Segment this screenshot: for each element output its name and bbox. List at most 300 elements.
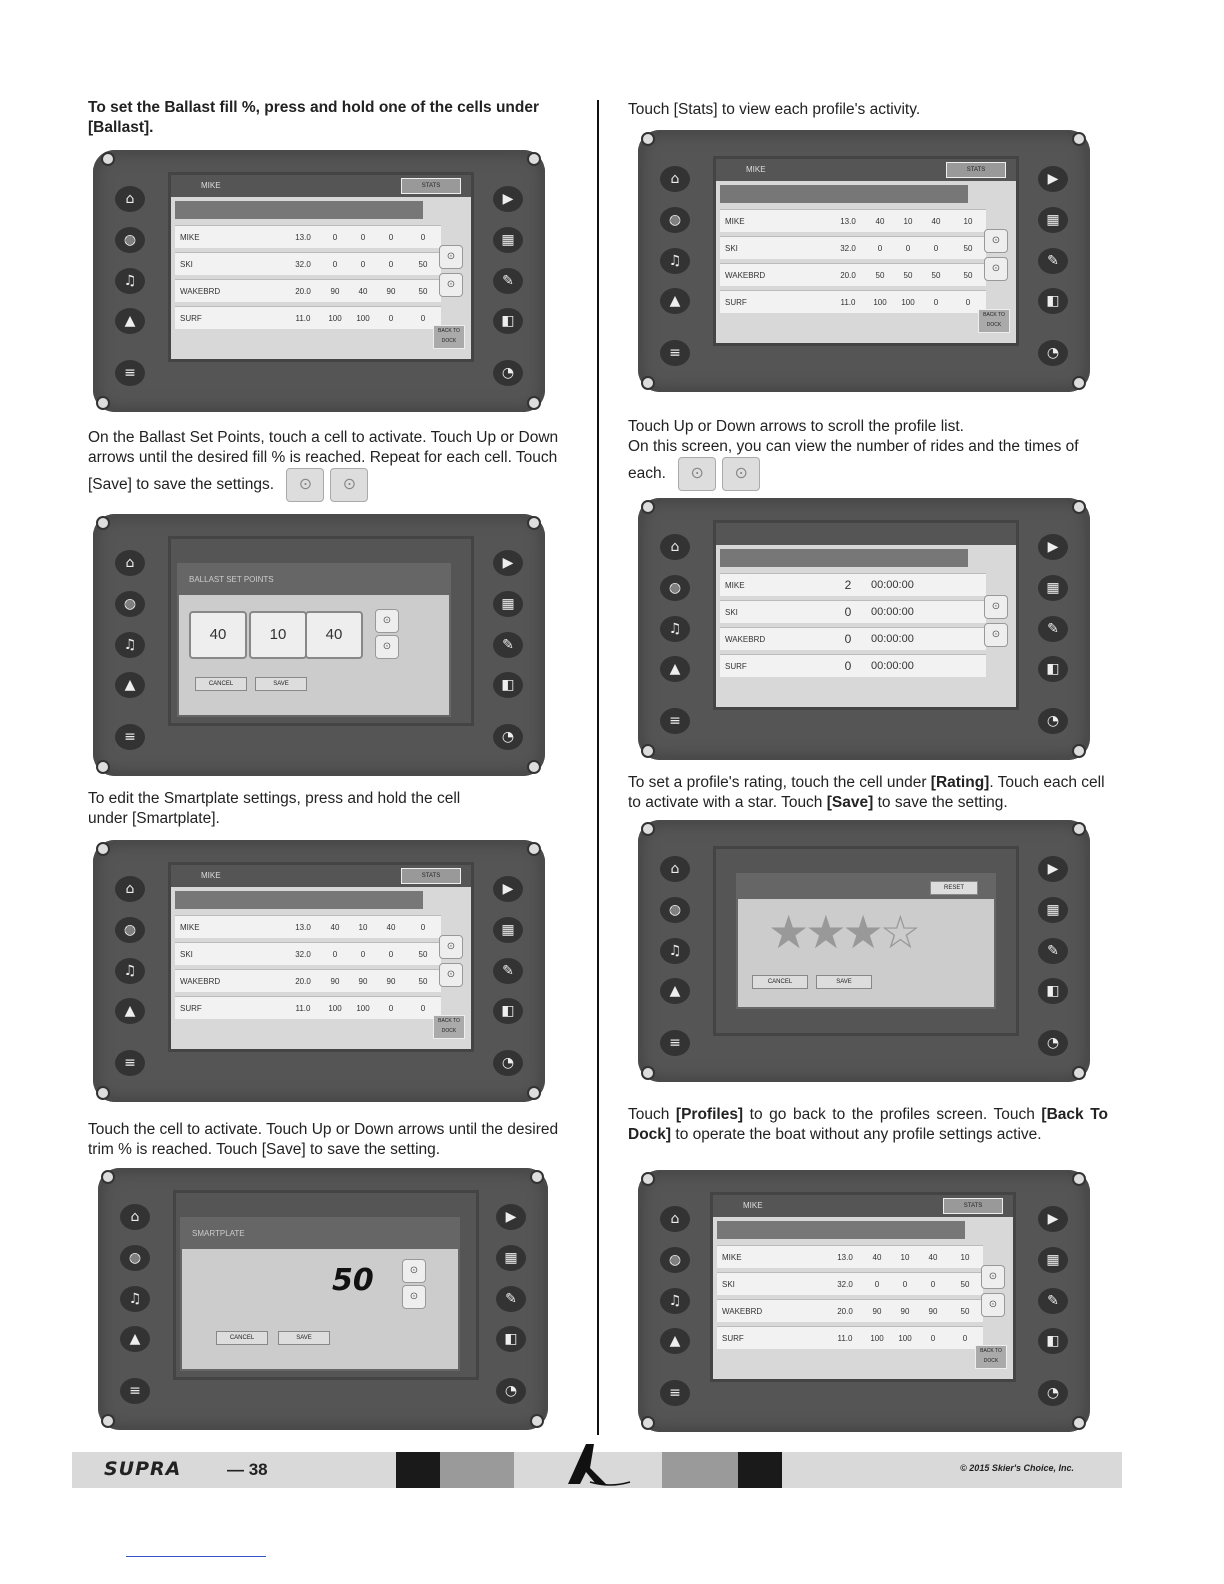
cell[interactable]: 0 (377, 252, 405, 275)
view-stats-button[interactable]: STATS (943, 1198, 1003, 1214)
cell[interactable]: 90 (349, 969, 377, 992)
cell[interactable]: 100 (321, 996, 349, 1019)
edit-icon[interactable]: ✎ (493, 632, 523, 658)
scroll-down-icon[interactable]: ⊙ (439, 963, 463, 987)
table-row[interactable] (175, 279, 441, 302)
ballast-icon[interactable]: ▶ (1038, 856, 1068, 882)
cell[interactable]: SKI (720, 236, 830, 259)
view-stats-button[interactable]: STATS (401, 868, 461, 884)
cell[interactable]: 40 (377, 915, 405, 938)
profile-table (175, 221, 441, 333)
cell[interactable]: 90 (863, 1299, 891, 1322)
table-header (175, 891, 423, 909)
cell[interactable]: SURF (720, 290, 830, 313)
cell[interactable]: 0 (321, 225, 349, 248)
cell[interactable]: 50 (894, 263, 922, 286)
cell[interactable]: 40 (321, 915, 349, 938)
globe-icon[interactable]: ◍ (660, 897, 690, 923)
save-button[interactable]: SAVE (278, 1331, 330, 1345)
text-run: . Touch each cell to activate with a star. Touch (628, 774, 1105, 811)
vehicle-icon[interactable]: ◧ (1038, 978, 1068, 1004)
table-row[interactable] (175, 996, 441, 1019)
edit-icon[interactable]: ✎ (1038, 248, 1068, 274)
cell[interactable]: 0 (922, 290, 950, 313)
table-row[interactable] (717, 1299, 983, 1322)
cell: SURF (720, 654, 830, 677)
cell[interactable]: 13.0 (827, 1245, 863, 1268)
cell[interactable]: SURF (717, 1326, 827, 1349)
music-icon[interactable]: ♫ (115, 958, 145, 984)
instruction-stats: Touch [Stats] to view each profile's activity. (628, 101, 921, 118)
cell[interactable]: SKI (175, 942, 285, 965)
vehicle-icon[interactable]: ◧ (1038, 288, 1068, 314)
home-icon[interactable]: ⌂ (660, 166, 690, 192)
cell[interactable]: 13.0 (285, 915, 321, 938)
screw (641, 132, 655, 146)
cell[interactable]: WAKEBRD (720, 263, 830, 286)
cell[interactable]: 11.0 (827, 1326, 863, 1349)
cell[interactable]: 20.0 (830, 263, 866, 286)
screw (641, 1172, 655, 1186)
edit-icon[interactable]: ✎ (496, 1286, 526, 1312)
back-to-dock-button[interactable]: BACK TO DOCK (978, 309, 1010, 333)
cell[interactable]: 11.0 (285, 306, 321, 329)
cell[interactable]: 0 (891, 1272, 919, 1295)
cell[interactable]: 50 (922, 263, 950, 286)
table-row[interactable] (720, 654, 986, 677)
gauge-icon[interactable]: ◔ (1038, 1030, 1068, 1056)
screw (641, 1416, 655, 1430)
device-screen-profiles (638, 1170, 1090, 1432)
cell[interactable]: WAKEBRD (175, 279, 285, 302)
scroll-up-icon[interactable]: ⊙ (439, 245, 463, 269)
cell[interactable]: 0 (377, 225, 405, 248)
vehicle-icon[interactable]: ◧ (1038, 656, 1068, 682)
table-row[interactable] (175, 306, 441, 329)
profile-table (717, 1241, 983, 1353)
table-row[interactable] (720, 263, 986, 286)
scroll-up-icon[interactable]: ⊙ (981, 1265, 1005, 1289)
cell[interactable]: 50 (866, 263, 894, 286)
home-icon[interactable]: ⌂ (660, 534, 690, 560)
text-run: to go back to the profiles screen. Touch (743, 1106, 1042, 1123)
cell[interactable]: WAKEBRD (175, 969, 285, 992)
cell[interactable]: 0 (405, 996, 441, 1019)
menu-icon[interactable]: ≡ (660, 1030, 690, 1056)
boat-icon[interactable]: ▲ (660, 288, 690, 314)
cell[interactable]: 10 (950, 209, 986, 232)
screw (1072, 500, 1086, 514)
gauge-icon[interactable]: ◔ (493, 724, 523, 750)
screw (641, 500, 655, 514)
gauge-icon[interactable]: ◔ (493, 1050, 523, 1076)
back-to-dock-button[interactable]: BACK TO DOCK (433, 325, 465, 349)
back-to-dock-button[interactable]: BACK TO DOCK (975, 1345, 1007, 1369)
gauge-icon[interactable]: ◔ (1038, 708, 1068, 734)
table-row[interactable] (175, 252, 441, 275)
music-icon[interactable]: ♫ (120, 1286, 150, 1312)
cell[interactable]: 20.0 (827, 1299, 863, 1322)
ballast-icon[interactable]: ▶ (493, 876, 523, 902)
down-arrow-icon[interactable]: ⊙ (402, 1285, 426, 1309)
vehicle-icon[interactable]: ◧ (1038, 1328, 1068, 1354)
screw (641, 376, 655, 390)
music-icon[interactable]: ♫ (115, 632, 145, 658)
dialog-title: SMARTPLATE (182, 1219, 458, 1249)
boat-icon[interactable]: ▲ (115, 998, 145, 1024)
cell[interactable]: 0 (950, 290, 986, 313)
cell[interactable]: 90 (321, 969, 349, 992)
cell[interactable]: 0 (947, 1326, 983, 1349)
ballast-icon[interactable]: ▶ (1038, 1206, 1068, 1232)
cell[interactable]: 100 (863, 1326, 891, 1349)
table-row[interactable] (720, 290, 986, 313)
music-icon[interactable]: ♫ (660, 616, 690, 642)
cell[interactable]: MIKE (717, 1245, 827, 1268)
cell[interactable]: 32.0 (285, 942, 321, 965)
screw (1072, 1416, 1086, 1430)
table-row[interactable] (720, 600, 986, 623)
instruction-smartplate-trim: Touch the cell to activate. Touch Up or Down arrows until the desired trim % is reached. Touch [Save] to save the setting. (88, 1121, 559, 1158)
cell[interactable]: 10 (947, 1245, 983, 1268)
instruction-ballast-setpoints (88, 428, 568, 502)
cell[interactable]: 40 (863, 1245, 891, 1268)
cell[interactable]: SURF (175, 996, 285, 1019)
up-down-arrow-icons (286, 468, 374, 502)
home-icon[interactable]: ⌂ (115, 186, 145, 212)
boat-icon[interactable]: ▲ (660, 1328, 690, 1354)
cell[interactable]: 0 (922, 236, 950, 259)
scroll-down-icon[interactable]: ⊙ (439, 273, 463, 297)
grid-icon[interactable]: ▦ (493, 917, 523, 943)
cell[interactable]: 40 (922, 209, 950, 232)
cell[interactable]: 32.0 (830, 236, 866, 259)
music-icon[interactable]: ♫ (660, 248, 690, 274)
cell[interactable]: 0 (894, 236, 922, 259)
screw (527, 760, 541, 774)
screw (527, 1086, 541, 1100)
cell: 0 (830, 654, 866, 677)
lcd-display (713, 520, 1019, 710)
table-row[interactable] (720, 627, 986, 650)
cell[interactable]: 100 (349, 306, 377, 329)
grid-icon[interactable]: ▦ (1038, 897, 1068, 923)
cell[interactable]: 40 (866, 209, 894, 232)
star-rating[interactable]: ★★★☆ (768, 906, 917, 958)
menu-icon[interactable]: ≡ (660, 1380, 690, 1406)
cell[interactable]: 90 (891, 1299, 919, 1322)
up-arrow-icon[interactable]: ⊙ (375, 609, 399, 633)
screw (96, 760, 110, 774)
rating-cell[interactable] (946, 600, 986, 623)
music-icon[interactable]: ♫ (660, 938, 690, 964)
edit-icon[interactable]: ✎ (1038, 1288, 1068, 1314)
edit-icon[interactable]: ✎ (1038, 938, 1068, 964)
boat-icon[interactable]: ▲ (660, 656, 690, 682)
rating-cell[interactable] (946, 573, 986, 596)
ballast-icon[interactable]: ▶ (1038, 534, 1068, 560)
ballast-cell[interactable]: 40 (305, 611, 363, 659)
scroll-down-icon[interactable]: ⊙ (981, 1293, 1005, 1317)
cell[interactable]: 20.0 (285, 969, 321, 992)
globe-icon[interactable]: ◍ (660, 1247, 690, 1273)
cell[interactable]: 100 (866, 290, 894, 313)
cell[interactable]: 40 (919, 1245, 947, 1268)
cell[interactable]: 50 (405, 942, 441, 965)
grid-icon[interactable]: ▦ (493, 591, 523, 617)
save-button[interactable]: SAVE (255, 677, 307, 691)
table-row[interactable] (720, 209, 986, 232)
ballast-icon[interactable]: ▶ (493, 550, 523, 576)
cell[interactable]: 11.0 (830, 290, 866, 313)
cell[interactable]: 50 (405, 279, 441, 302)
menu-icon[interactable]: ≡ (660, 340, 690, 366)
boat-icon[interactable]: ▲ (115, 672, 145, 698)
menu-icon[interactable]: ≡ (115, 360, 145, 386)
cell[interactable]: 100 (349, 996, 377, 1019)
cell[interactable]: 0 (377, 996, 405, 1019)
home-icon[interactable]: ⌂ (660, 1206, 690, 1232)
screw (641, 822, 655, 836)
cell[interactable]: 50 (950, 263, 986, 286)
cell[interactable]: 50 (947, 1299, 983, 1322)
cell: 2 (830, 573, 866, 596)
gauge-icon[interactable]: ◔ (1038, 1380, 1068, 1406)
cell[interactable]: 32.0 (285, 252, 321, 275)
scroll-up-icon[interactable]: ⊙ (984, 229, 1008, 253)
cancel-button[interactable]: CANCEL (195, 677, 247, 691)
menu-icon[interactable]: ≡ (660, 708, 690, 734)
screw (641, 744, 655, 758)
active-profile: MIKE (743, 1201, 763, 1210)
table-row[interactable] (175, 225, 441, 248)
cell[interactable]: WAKEBRD (717, 1299, 827, 1322)
cell[interactable]: 90 (377, 969, 405, 992)
cell[interactable]: 0 (349, 225, 377, 248)
gauge-icon[interactable]: ◔ (496, 1378, 526, 1404)
up-arrow-icon: ⊙ (286, 468, 324, 502)
menu-icon[interactable]: ≡ (115, 724, 145, 750)
view-stats-button[interactable]: STATS (401, 178, 461, 194)
lcd-display (168, 536, 474, 726)
screw (96, 1086, 110, 1100)
cell[interactable]: 0 (377, 306, 405, 329)
cell[interactable]: 50 (405, 252, 441, 275)
cell[interactable]: MIKE (720, 209, 830, 232)
device-screen-stats (638, 130, 1090, 392)
cell[interactable]: SURF (175, 306, 285, 329)
cancel-button[interactable]: CANCEL (216, 1331, 268, 1345)
screw (1072, 744, 1086, 758)
trim-value[interactable]: 50 (332, 1263, 374, 1298)
cell[interactable]: 0 (377, 942, 405, 965)
edit-icon[interactable]: ✎ (493, 958, 523, 984)
screw (527, 842, 541, 856)
instruction-ballast-fill: To set the Ballast fill %, press and hold one of the cells under [Ballast]. (88, 99, 540, 136)
cell[interactable]: 40 (349, 279, 377, 302)
cell[interactable]: SKI (175, 252, 285, 275)
home-icon[interactable]: ⌂ (115, 876, 145, 902)
cell[interactable]: 50 (950, 236, 986, 259)
supra-emblem-icon (560, 1438, 634, 1490)
cancel-button[interactable]: CANCEL (752, 975, 808, 989)
scroll-up-icon[interactable]: ⊙ (439, 935, 463, 959)
lcd-topbar (716, 523, 1016, 545)
device-screen-ballast (93, 514, 545, 776)
device-screen-profiles (93, 840, 545, 1102)
gauge-icon[interactable]: ◔ (1038, 340, 1068, 366)
screw (1072, 1066, 1086, 1080)
cell[interactable]: 0 (919, 1272, 947, 1295)
device-screen-rating (638, 820, 1090, 1082)
cell[interactable]: 32.0 (827, 1272, 863, 1295)
cell[interactable]: 0 (349, 942, 377, 965)
cell[interactable]: 10 (894, 209, 922, 232)
cell[interactable]: 90 (321, 279, 349, 302)
cell[interactable]: 90 (919, 1299, 947, 1322)
instruction-profiles-back (628, 1105, 1108, 1145)
cell[interactable]: 0 (405, 915, 441, 938)
back-to-dock-button[interactable]: BACK TO DOCK (433, 1015, 465, 1039)
copyright: © 2015 Skier's Choice, Inc. (960, 1463, 1074, 1473)
scroll-up-icon[interactable]: ⊙ (984, 595, 1008, 619)
home-icon[interactable]: ⌂ (115, 550, 145, 576)
footer-color-block (662, 1452, 738, 1488)
table-row[interactable] (717, 1272, 983, 1295)
page-footer (72, 1452, 1122, 1488)
screw (1072, 822, 1086, 836)
scroll-down-icon[interactable]: ⊙ (984, 623, 1008, 647)
save-button[interactable]: SAVE (816, 975, 872, 989)
rating-cell[interactable] (946, 627, 986, 650)
ballast-icon[interactable]: ▶ (1038, 166, 1068, 192)
grid-icon[interactable]: ▦ (1038, 575, 1068, 601)
grid-icon[interactable]: ▦ (493, 227, 523, 253)
globe-icon[interactable]: ◍ (660, 575, 690, 601)
cell[interactable]: MIKE (175, 225, 285, 248)
cell[interactable]: 100 (894, 290, 922, 313)
globe-icon[interactable]: ◍ (120, 1245, 150, 1271)
home-icon[interactable]: ⌂ (660, 856, 690, 882)
globe-icon[interactable]: ◍ (115, 227, 145, 253)
cell[interactable]: 20.0 (285, 279, 321, 302)
boat-icon[interactable]: ▲ (115, 308, 145, 334)
cell[interactable]: 0 (405, 306, 441, 329)
cell[interactable]: 10 (349, 915, 377, 938)
grid-icon[interactable]: ▦ (1038, 207, 1068, 233)
cell[interactable]: 90 (377, 279, 405, 302)
cell[interactable]: 0 (321, 252, 349, 275)
grid-icon[interactable]: ▦ (496, 1245, 526, 1271)
screw (101, 152, 115, 166)
vehicle-icon[interactable]: ◧ (493, 672, 523, 698)
cell[interactable]: 0 (919, 1326, 947, 1349)
table-header (720, 185, 968, 203)
table-row[interactable] (175, 915, 441, 938)
gauge-icon[interactable]: ◔ (493, 360, 523, 386)
vehicle-icon[interactable]: ◧ (493, 998, 523, 1024)
text-run: to save the setting. (873, 794, 1008, 811)
table-row[interactable] (717, 1326, 983, 1349)
ballast-cell[interactable]: 10 (249, 611, 307, 659)
cell[interactable]: SKI (717, 1272, 827, 1295)
cell[interactable]: MIKE (175, 915, 285, 938)
vehicle-icon[interactable]: ◧ (496, 1326, 526, 1352)
ballast-cell[interactable]: 40 (189, 611, 247, 659)
cell[interactable]: 0 (321, 942, 349, 965)
cell[interactable]: 13.0 (285, 225, 321, 248)
cell[interactable]: 50 (405, 969, 441, 992)
cell[interactable]: 50 (947, 1272, 983, 1295)
globe-icon[interactable]: ◍ (115, 591, 145, 617)
grid-icon[interactable]: ▦ (1038, 1247, 1068, 1273)
scroll-down-icon[interactable]: ⊙ (984, 257, 1008, 281)
cell[interactable]: 100 (321, 306, 349, 329)
reset-button[interactable]: RESET (930, 881, 978, 895)
cell[interactable]: 0 (866, 236, 894, 259)
lcd-display (713, 156, 1019, 346)
cell[interactable]: 100 (891, 1326, 919, 1349)
home-icon[interactable]: ⌂ (120, 1204, 150, 1230)
boat-icon[interactable]: ▲ (660, 978, 690, 1004)
cell[interactable]: 13.0 (830, 209, 866, 232)
down-arrow-icon[interactable]: ⊙ (375, 635, 399, 659)
screw (527, 152, 541, 166)
footer-color-block (738, 1452, 782, 1488)
instruction-scroll (628, 417, 1108, 491)
rides-table (720, 569, 986, 681)
page-number: — 38 (227, 1460, 268, 1479)
cell[interactable]: 0 (405, 225, 441, 248)
globe-icon[interactable]: ◍ (115, 917, 145, 943)
cell[interactable]: 10 (891, 1245, 919, 1268)
table-row[interactable] (717, 1245, 983, 1268)
menu-icon[interactable]: ≡ (115, 1050, 145, 1076)
globe-icon[interactable]: ◍ (660, 207, 690, 233)
music-icon[interactable]: ♫ (660, 1288, 690, 1314)
vehicle-icon[interactable]: ◧ (493, 308, 523, 334)
lcd-topbar (713, 1195, 1013, 1217)
edit-icon[interactable]: ✎ (493, 268, 523, 294)
edit-icon[interactable]: ✎ (1038, 616, 1068, 642)
table-row[interactable] (175, 942, 441, 965)
up-arrow-icon[interactable]: ⊙ (402, 1259, 426, 1283)
lcd-display (173, 1190, 479, 1380)
device-screen-rides (638, 498, 1090, 760)
ballast-icon[interactable]: ▶ (493, 186, 523, 212)
rating-cell[interactable] (946, 654, 986, 677)
ballast-icon[interactable]: ▶ (496, 1204, 526, 1230)
table-row[interactable] (720, 236, 986, 259)
cell[interactable]: 11.0 (285, 996, 321, 1019)
profile-table (720, 205, 986, 317)
table-row[interactable] (175, 969, 441, 992)
table-header (717, 1221, 965, 1239)
device-screen-smartplate (98, 1168, 548, 1430)
cell[interactable]: 0 (349, 252, 377, 275)
cell[interactable]: 0 (863, 1272, 891, 1295)
text-run: To set a profile's rating, touch the cell under (628, 774, 931, 791)
lcd-display (713, 846, 1019, 1036)
menu-icon[interactable]: ≡ (120, 1378, 150, 1404)
active-profile: MIKE (746, 165, 766, 174)
view-stats-button[interactable]: STATS (946, 162, 1006, 178)
footer-color-block (396, 1452, 440, 1488)
music-icon[interactable]: ♫ (115, 268, 145, 294)
lcd-display (168, 862, 474, 1052)
table-row[interactable] (720, 573, 986, 596)
boat-icon[interactable]: ▲ (120, 1326, 150, 1352)
